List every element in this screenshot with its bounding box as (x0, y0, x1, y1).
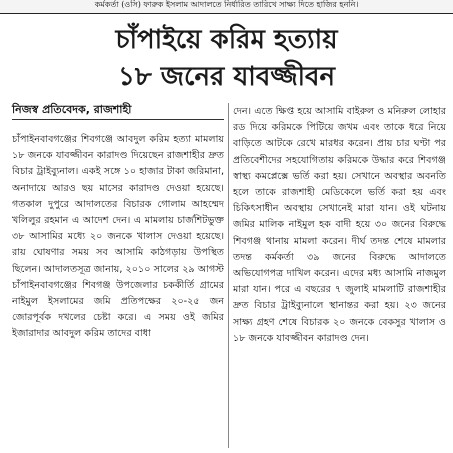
byline: নিজস্ব প্রতিবেদক, রাজশাহী (12, 103, 224, 120)
article-body-left-column: চাঁপাইনবাবগঞ্জের শিবগঞ্জে আবদুল করিম হত্যা মামলায় ১৮ জনকে যাবজ্জীবন কারাদণ্ড দিয়েছেন রাজশাহীর দ্রুত বিচার ট্রাইব্যুনাল। একই সঙ্গে ১০ হাজার টাকা জরিমানা, অনাদায়ে আরও ছয় মাসের কারাদণ্ড দেওয়া হয়েছে। গতকাল দুপুরে আদালতের বিচারক গোলাম আহম্মেদ খলিলুর রহমান এ আদেশ দেন। এ মামলায় চার্জশিটভুক্ত ৩৮ আসামির মধ্যে ২০ জনকে খালাস দেওয়া হয়েছে। রায় ঘোষণার সময় সব আসামি কাঠগড়ায় উপস্থিত ছিলেন। আদালতসূত্র জানায়, ২০১০ সালের ২৯ আগস্ট চাঁপাইনবাবগঞ্জের শিবগঞ্জ উপজেলার চককীর্তি গ্রামের নাইমুল ইসলামের জমি প্রতিপক্ষের ২০-২৫ জন জোরপূর্বক দখলের চেষ্টা করে। এ সময় ওই জমির ইজারাদার আবদুল করিম তাদের বাধা (12, 134, 224, 340)
article-body-right-column: দেন। এতে ক্ষিপ্ত হয়ে আসামি বাইরুল ও মনিরুল লোহার রড দিয়ে করিমকে পিটিয়ে জখম এবং তাকে ধরে নিয়ে বাড়িতে আটকে রেখে মারধর করেন। প্রায় চার ঘণ্টা পর প্রতিবেশীদের সহযোগিতায় করিমকে উদ্ধার করে শিবগঞ্জ স্বাস্থ্য কমপ্লেক্সে ভর্তি করা হয়। সেখানে অবস্থার অবনতি হলে তাকে রাজশাহী মেডিকেলে ভর্তি করা হয় এবং চিকিৎসাধীন অবস্থায় সেখানেই মারা যান। ওই ঘটনায় জমির মালিক নাইমুল হক বাদী হয়ে ৩০ জনের বিরুদ্ধে শিবগঞ্জ থানায় মামলা করেন। দীর্ঘ তদন্ত শেষে মামলার তদন্ত কর্মকর্তা ৩৯ জনের বিরুদ্ধে আদালতে অভিযোগপত্র দাখিল করেন। এদের মধ্য আসামি নাজমুল মারা যান। পরে এ বছরের ৭ জুলাই মামলাটি রাজশাহীর দ্রুত বিচার ট্রাইব্যুনালে স্থানান্তর করা হয়। ২৩ জনের সাক্ষ্য গ্রহণ শেষে বিচারক ২০ জনকে বেকসুর খালাস ও ১৮ জনকে যাবজ্জীবন কারাদণ্ড দেন। (233, 106, 446, 344)
previous-article-text: কর্মকর্তা (ওসি) ফারুক ইসলাম আদালতে নির্ধারিত তারিখে সাক্ষ্য দিতে হাজির হননি। (94, 0, 359, 9)
headline-line-1: চাঁপাইয়ে করিম হত্যায় (115, 25, 338, 55)
previous-article-strip (0, 0, 453, 14)
column-divider (228, 103, 229, 448)
headline (0, 22, 453, 96)
headline-line-2: ১৮ জনের যাবজ্জীবন (117, 62, 336, 92)
